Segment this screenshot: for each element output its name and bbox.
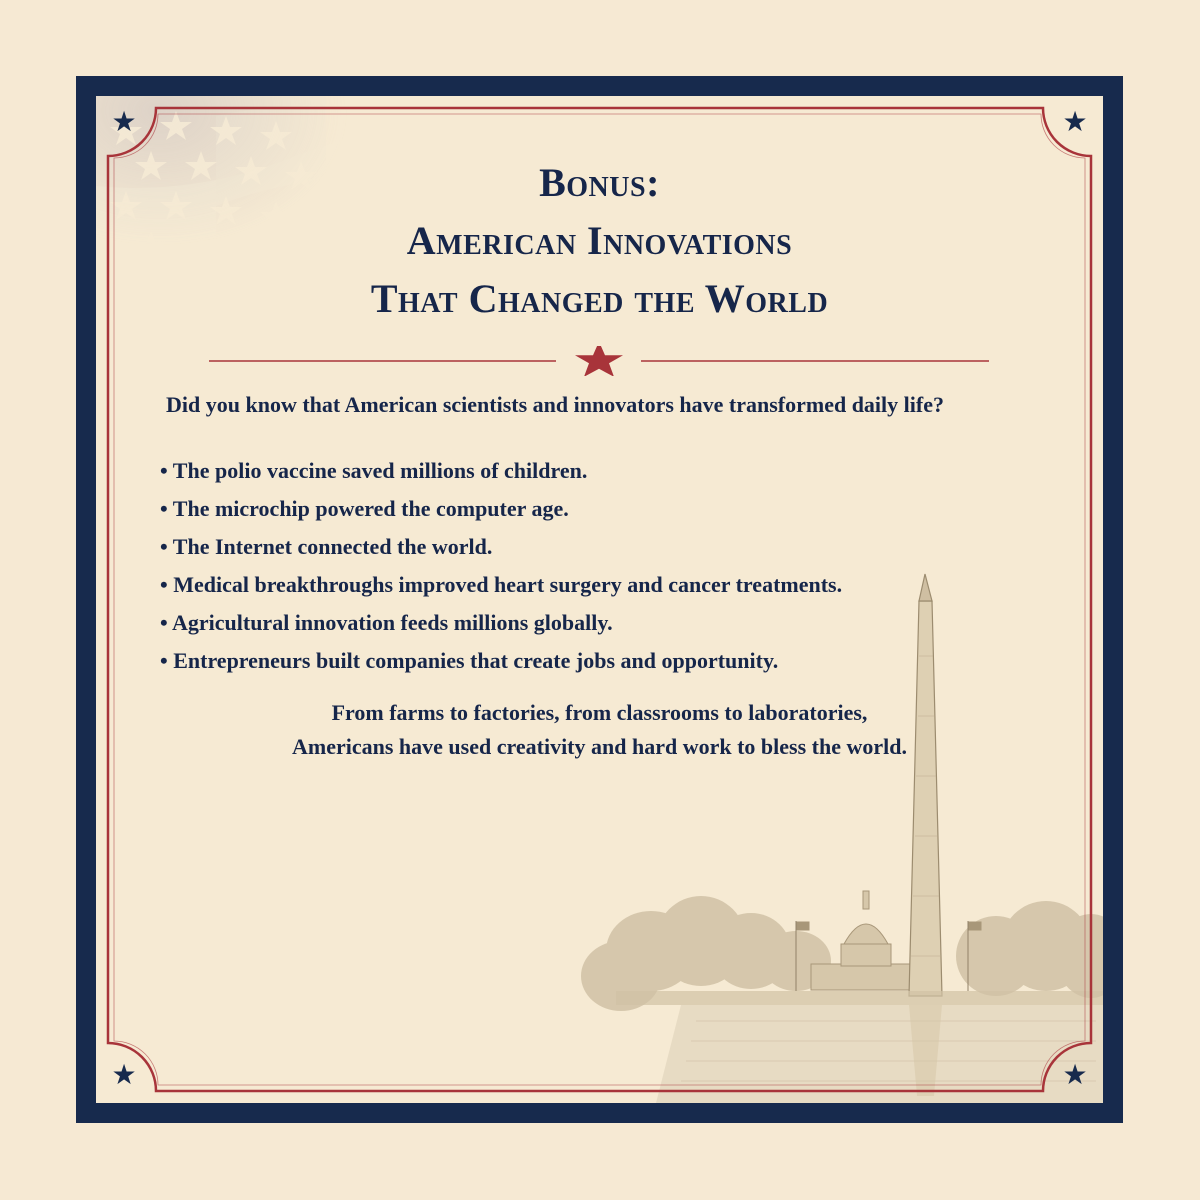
- list-item: • Medical breakthroughs improved heart surgery and cancer treatments.: [160, 572, 843, 597]
- innovation-list: [160, 452, 1060, 680]
- list-item: • Agricultural innovation feeds millions globally.: [160, 610, 613, 635]
- closing-line-1: From farms to factories, from classrooms to laboratories,: [331, 700, 868, 725]
- star-divider: [96, 346, 1103, 376]
- intro-text: Did you know that American scientists and innovators have transformed daily life?: [166, 392, 944, 417]
- divider-star-icon: [575, 346, 623, 376]
- title-line-2: American Innovations: [406, 218, 793, 263]
- list-item: • The Internet connected the world.: [160, 534, 493, 559]
- list-item: • The polio vaccine saved millions of children.: [160, 458, 588, 483]
- corner-star-icon-top-right: ★: [1062, 107, 1088, 138]
- closing-line-2: Americans have used creativity and hard work to bless the world.: [292, 734, 907, 759]
- title-line-3: That Changed the World: [370, 276, 829, 321]
- closing-statement: [96, 696, 1103, 764]
- list-item: • Entrepreneurs built companies that create jobs and opportunity.: [160, 648, 779, 673]
- corner-star-icon-bottom-left: ★: [111, 1060, 137, 1091]
- corner-star-icon-top-left: ★: [111, 107, 137, 138]
- corner-star-icon-bottom-right: ★: [1062, 1060, 1088, 1091]
- outer-navy-frame: [76, 76, 1123, 1123]
- poster-paper: [96, 96, 1103, 1103]
- list-item: • The microchip powered the computer age.: [160, 496, 569, 521]
- title-line-1: Bonus:: [539, 160, 660, 205]
